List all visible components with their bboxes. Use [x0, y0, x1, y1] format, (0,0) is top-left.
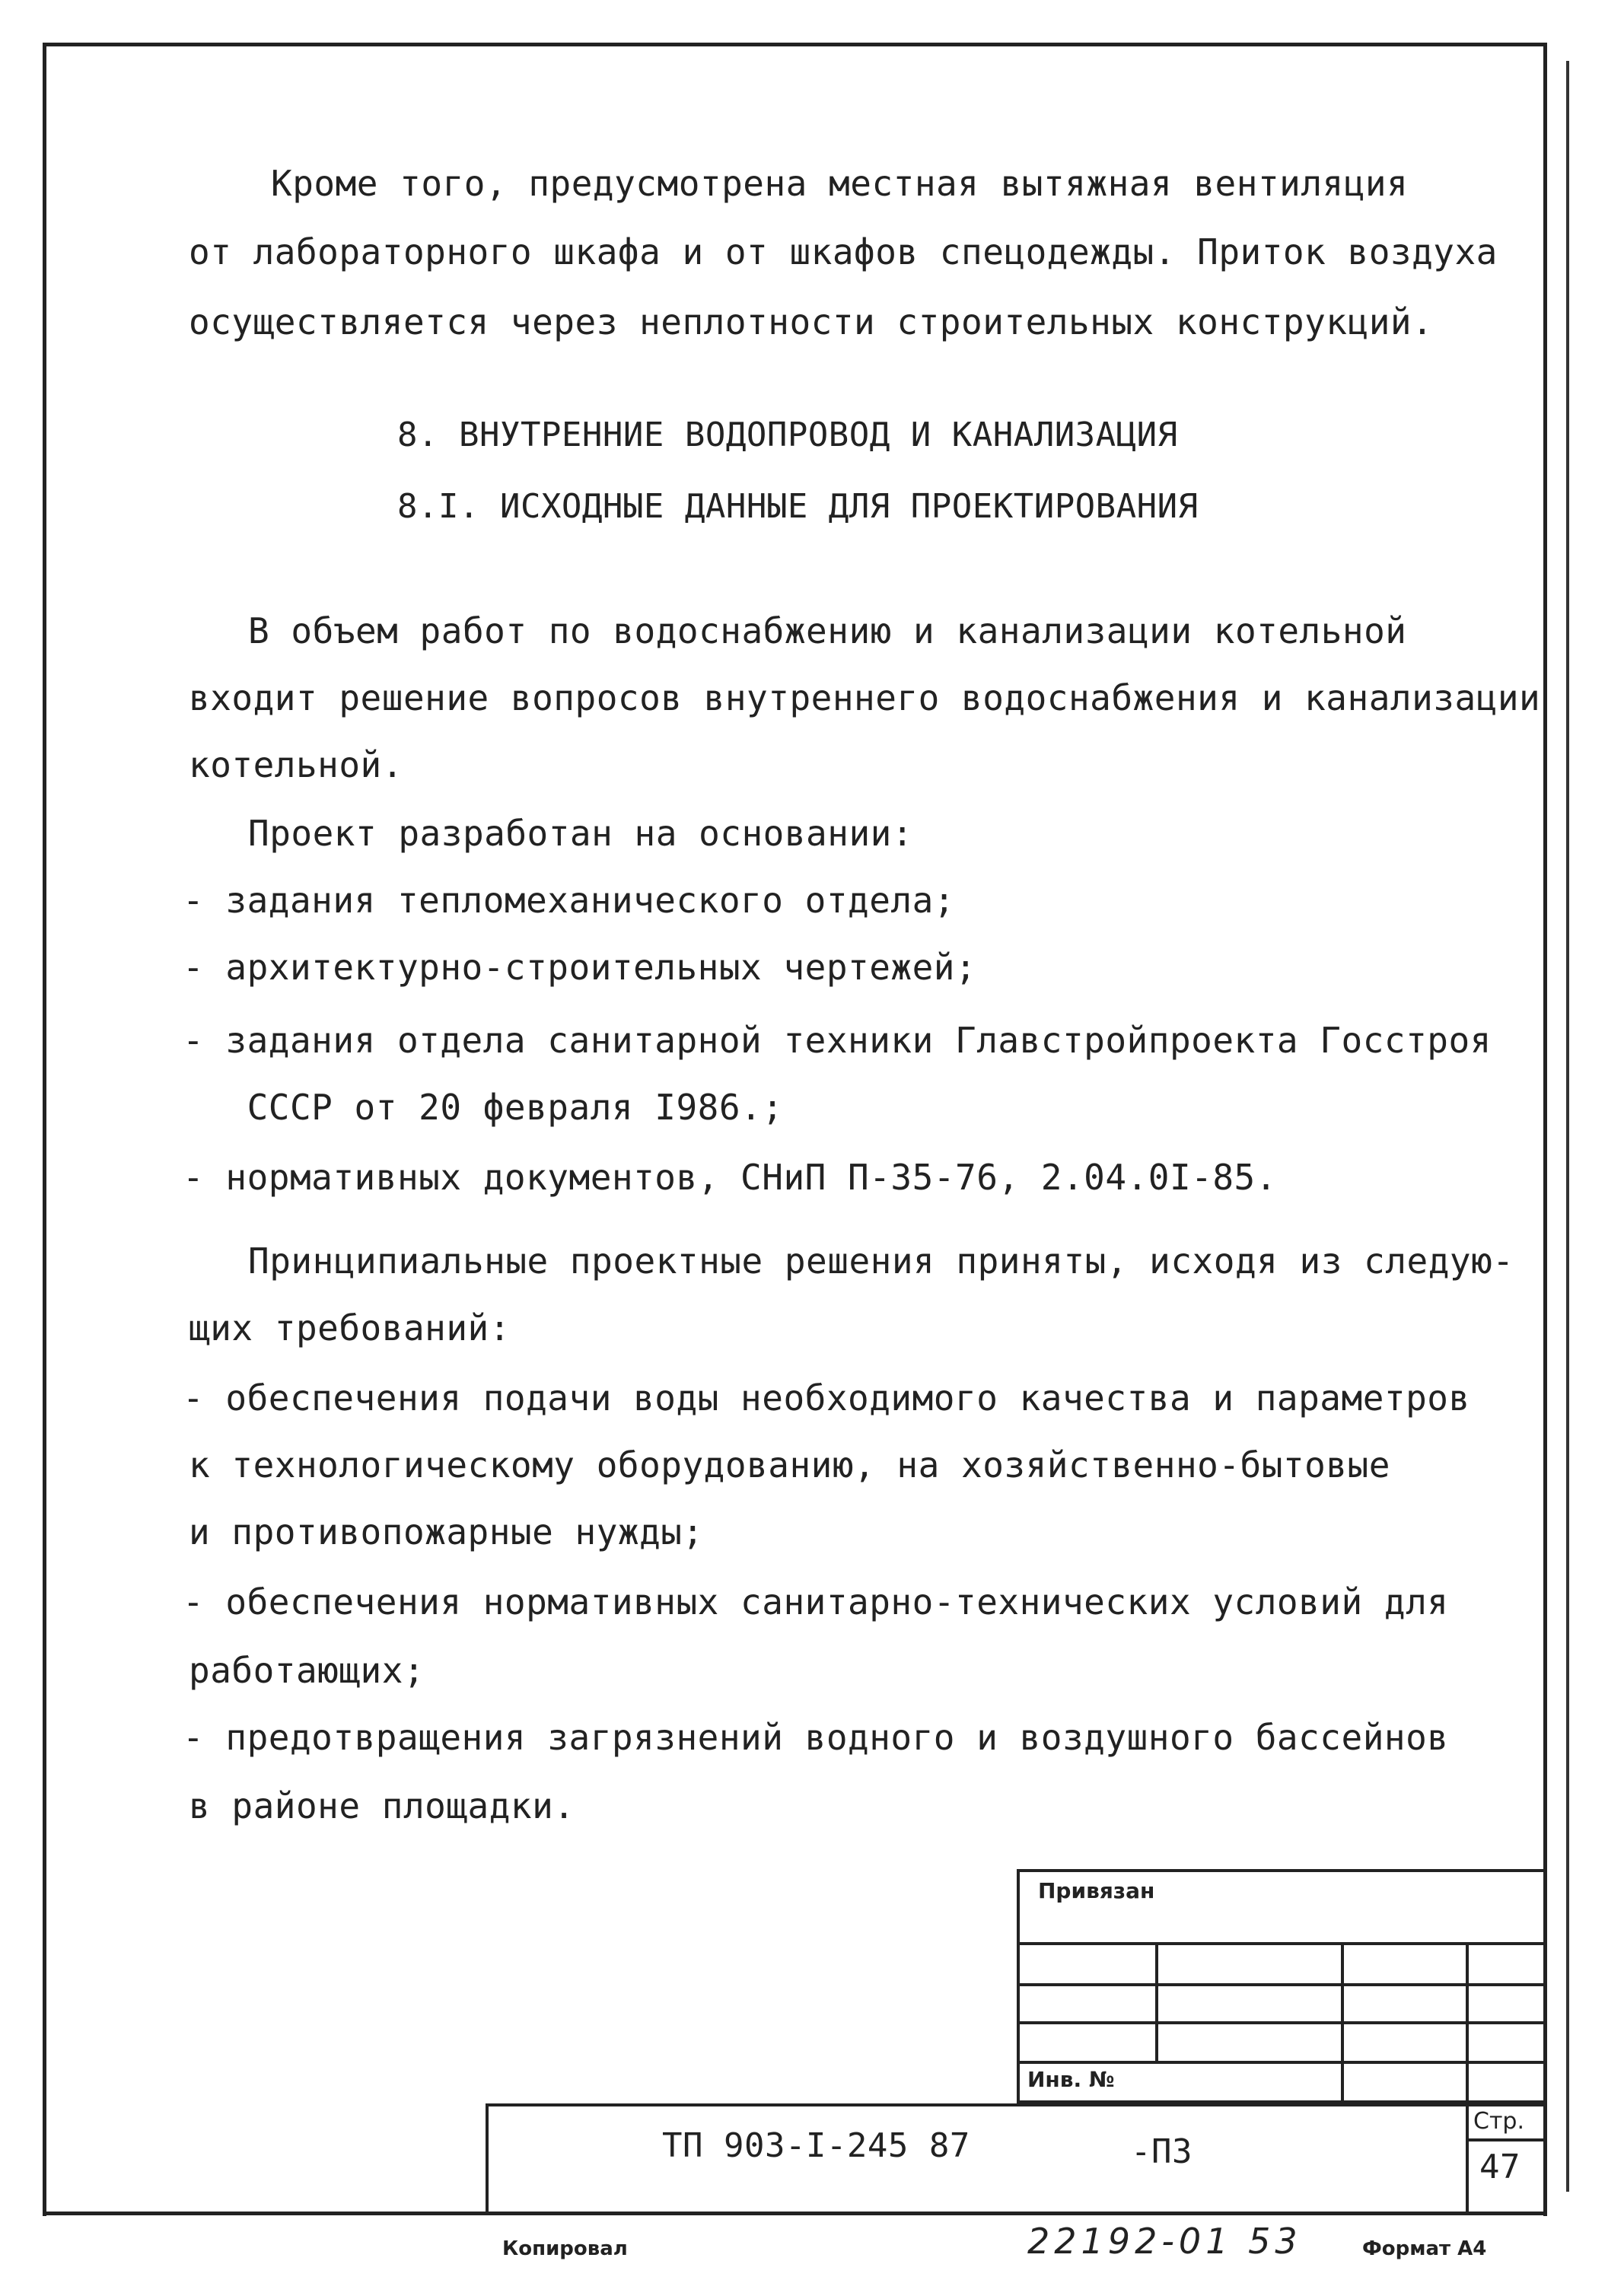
requirement-3-line-2: в районе площадки. — [189, 1785, 575, 1826]
page-number: 47 — [1479, 2148, 1521, 2186]
attachment-col-line-2 — [1341, 1945, 1344, 2103]
requirements-intro-line-1: Принципиальные проектные решения приняты, исходя из следую- — [248, 1240, 1514, 1282]
page-label: Стр. — [1473, 2108, 1525, 2135]
requirement-3-line-1: - предотвращения загрязнений водного и воздушного бассейнов — [183, 1717, 1449, 1758]
paragraph-1-line-2: от лабораторного шкафа и от шкафов спецодежды. Приток воздуха — [189, 231, 1498, 272]
paragraph-1-line-3: осуществляется через неплотности строительных конструкций. — [189, 301, 1434, 342]
frame-outer-right-border — [1566, 61, 1569, 2192]
document-suffix: -ПЗ — [1131, 2132, 1193, 2171]
basis-item-1: - задания тепломеханического отдела; — [183, 880, 955, 921]
basis-item-4: - нормативных документов, СНиП П-35-76, 2.04.0I-85. — [183, 1157, 1277, 1198]
basis-item-3-continued: СССР от 20 февраля I986.; — [183, 1087, 784, 1128]
document-code: ТП 903-I-245 87 — [662, 2126, 970, 2165]
requirement-1-line-3: и противопожарные нужды; — [189, 1511, 704, 1552]
requirement-1-line-2: к технологическому оборудованию, на хозяйственно-бытовые — [189, 1444, 1390, 1486]
paragraph-1-line-1: Кроме того, предусмотрена местная вытяжная вентиляция — [271, 163, 1409, 204]
document-stamp — [486, 2103, 1546, 2215]
format-label: Формат А4 — [1362, 2237, 1487, 2260]
frame-left-border — [43, 43, 46, 2216]
requirements-intro-line-2: щих требований: — [189, 1307, 511, 1349]
paragraph-2-line-3: котельной. — [189, 744, 403, 785]
requirement-2-line-2: работающих; — [189, 1650, 425, 1691]
attachment-col-line-1 — [1155, 1945, 1158, 2061]
frame-top-border — [43, 43, 1546, 46]
attached-label: Привязан — [1038, 1878, 1155, 1903]
requirement-1-line-1: - обеспечения подачи воды необходимого качества и параметров — [183, 1377, 1470, 1419]
stamp-page-label-divider — [1466, 2138, 1546, 2141]
attachment-col-line-3 — [1466, 1945, 1469, 2103]
basis-item-3: - задания отдела санитарной техники Главстройпроекта Госстроя — [183, 1020, 1492, 1061]
paragraph-2-line-2: входит решение вопросов внутреннего водоснабжения и канализации — [189, 677, 1541, 718]
basis-intro: Проект разработан на основании: — [248, 813, 914, 854]
basis-item-2: - архитектурно-строительных чертежей; — [183, 947, 977, 988]
copied-by-label: Копировал — [502, 2237, 628, 2260]
inventory-number-label: Инв. № — [1027, 2067, 1115, 2092]
paragraph-2-line-1: В объем работ по водоснабжению и канализации котельной — [248, 610, 1407, 651]
handwritten-archive-number: 22192-01 53 — [1027, 2221, 1302, 2262]
stamp-page-divider — [1466, 2103, 1469, 2215]
section-heading: 8. ВНУТРЕННИЕ ВОДОПРОВОД И КАНАЛИЗАЦИЯ — [397, 416, 1178, 454]
subsection-heading: 8.I. ИСХОДНЫЕ ДАННЫЕ ДЛЯ ПРОЕКТИРОВАНИЯ — [397, 487, 1199, 526]
requirement-2-line-1: - обеспечения нормативных санитарно-технических условий для — [183, 1581, 1449, 1622]
